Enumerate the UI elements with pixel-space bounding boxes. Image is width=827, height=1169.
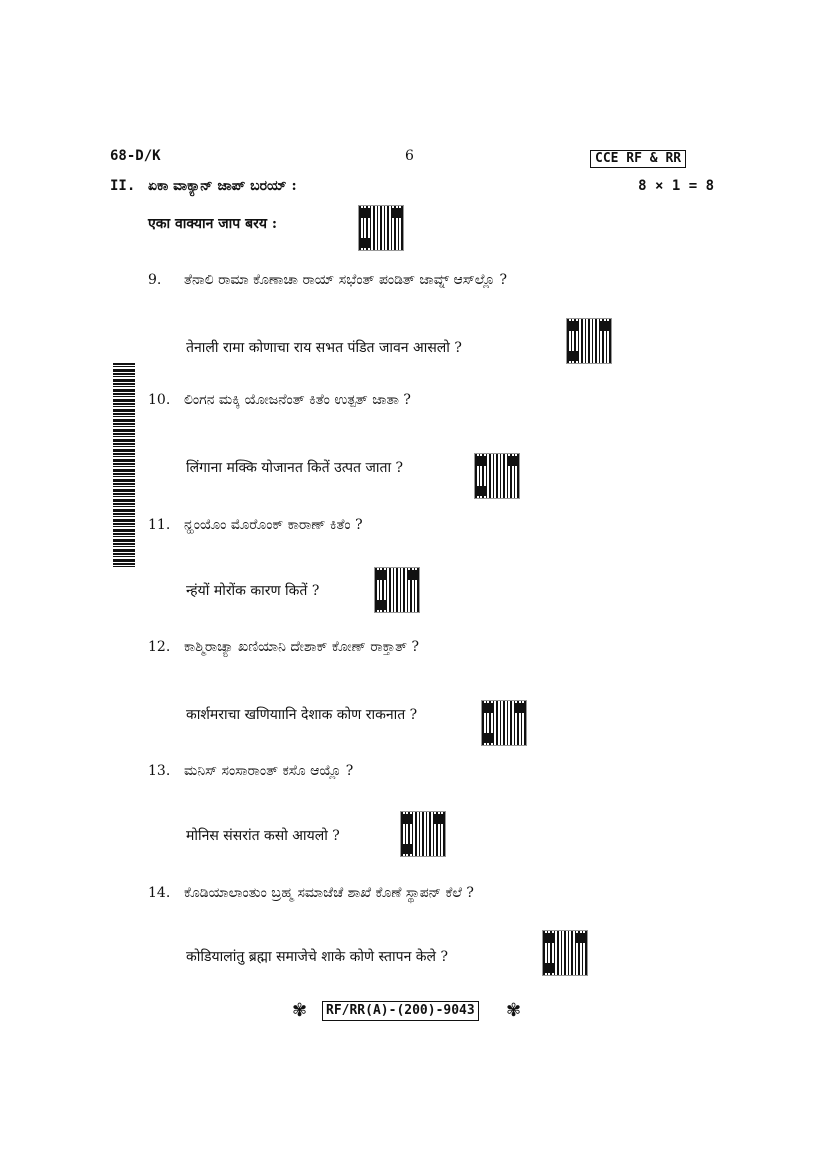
qr-code-icon <box>482 701 526 745</box>
ornament-left-icon: ✾ <box>292 1000 308 1021</box>
question-12-devanagari: कार्शमराचा खणियाानि देशाक कोण राकनात ? <box>186 707 418 723</box>
footer-code: RF/RR(A)-(200)-9043 <box>322 1001 479 1021</box>
qr-code-icon <box>475 454 519 498</box>
section-marks: 8 × 1 = 8 <box>638 178 714 194</box>
question-9: 9. ತೆನಾಲಿ ರಾಮಾ ಕೊಣಾಚಾ ರಾಯ್ ಸಭೆಂತ್ ಪಂಡಿತ್ ಜಾವ್ನ್ ಆಸ್‌ಲ್ಲೊ ? <box>148 272 507 288</box>
question-10: 10. ಲಿಂಗನ ಮಕ್ಕಿ ಯೋಜನೆಂತ್ ಕಿತೆಂ ಉತ್ಪತ್ ಜಾತಾ ? <box>148 392 411 408</box>
paper-code: 68-D/K <box>110 148 161 164</box>
qr-code-icon <box>375 568 419 612</box>
question-9-devanagari: तेनाली रामा कोणाचा राय सभत पंडित जावन आसलो ? <box>186 340 462 356</box>
section-title-kannada: ಏಕಾ ವಾಕ್ಯಾನ್ ಜಾಪ್ ಬರಯ್ : <box>148 178 297 194</box>
page-number: 6 <box>405 148 414 164</box>
question-13: 13. ಮನಿಸ್ ಸಂಸಾರಾಂತ್ ಕಸೊ ಆಯ್ಲೊ ? <box>148 763 354 779</box>
footer <box>290 1001 540 1023</box>
qr-code-icon <box>401 812 445 856</box>
question-12: 12. ಕಾಶ್ಮಿರಾಚ್ಯಾ ಖಣಿಯಾನಿ ದೇಶಾಕ್ ಕೋಣ್ ರಾಕ್ತಾತ್ ? <box>148 639 419 655</box>
question-11: 11. ನ್ಹಂಯೊಂ ಮೊರೊಂಕ್ ಕಾರಾಣ್ ಕಿತೆಂ ? <box>148 517 363 533</box>
question-10-devanagari: लिंगाना मक्कि योजानत कितें उत्पत जाता ? <box>186 460 404 476</box>
question-14-devanagari: कोडियालांतु ब्रह्मा समाजेचे शाके कोणे स्तापन केले ? <box>186 949 448 965</box>
question-13-devanagari: मोनिस संसरांत कसो आयलो ? <box>186 828 340 844</box>
qr-code-icon <box>543 931 587 975</box>
ornament-right-icon: ✾ <box>506 1000 522 1021</box>
section-title-devanagari: एका वाक्यान जाप बरय : <box>148 216 278 232</box>
exam-badge: CCE RF & RR <box>590 150 686 168</box>
qr-code-icon <box>567 319 611 363</box>
qr-code-icon <box>359 206 403 250</box>
section-number: II. <box>110 178 136 194</box>
barcode-icon <box>113 363 135 569</box>
question-11-devanagari: न्हंयों मोरोंक कारण कितें ? <box>186 583 320 599</box>
question-14: 14. ಕೊಡಿಯಾಲಾಂತುಂ ಬ್ರಹ್ಮ ಸಮಾಜೆಚೆ ಶಾಖೆ ಕೊಣೆ ಸ್ಥಾಪನ್ ಕೆಲೆ ? <box>148 885 474 901</box>
